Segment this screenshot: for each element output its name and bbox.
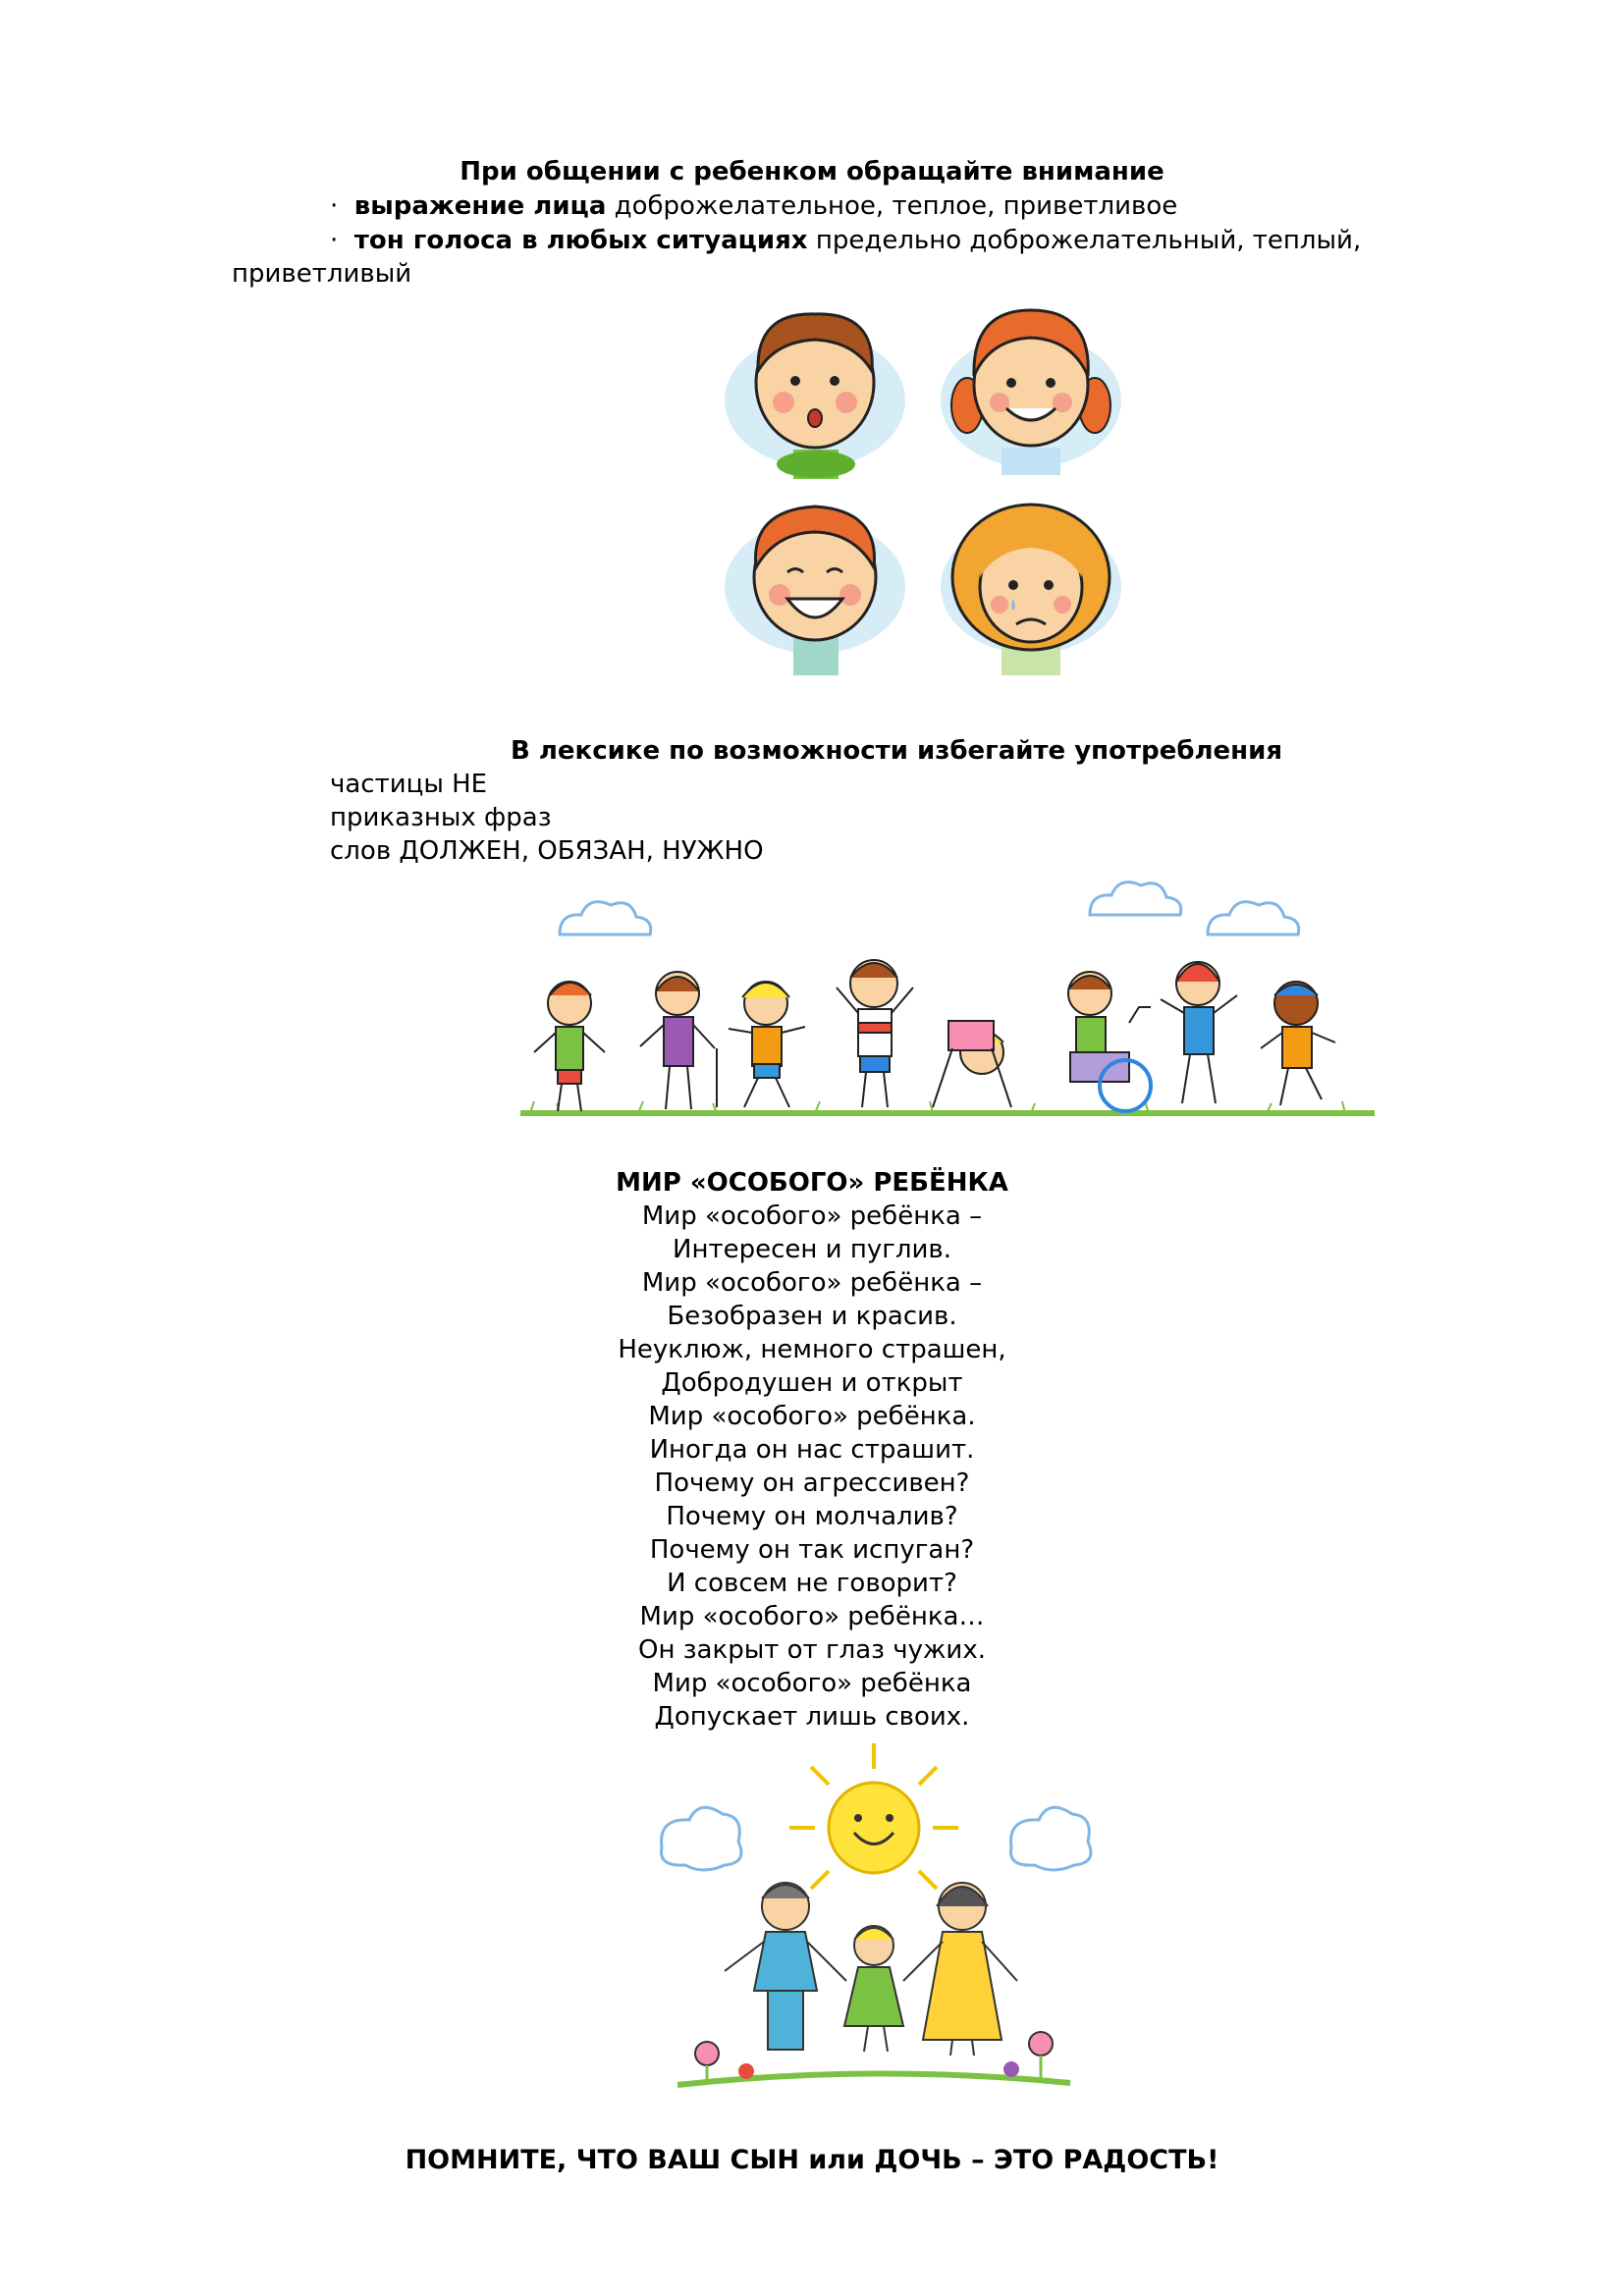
poem-line: Почему он агрессивен? <box>654 1468 970 1498</box>
family-sun-illustration <box>648 1739 1100 2112</box>
bullet-2-continuation: приветливый <box>232 259 412 289</box>
poem-line: Интересен и пуглив. <box>673 1235 951 1264</box>
bullet-1-text: доброжелательное, теплое, приветливое <box>606 191 1178 221</box>
family-figures <box>725 1883 1017 2056</box>
poem-title: МИР «ОСОБОГО» РЕБЁНКА <box>616 1168 1008 1198</box>
children-row-illustration <box>520 856 1375 1126</box>
poem-line: Мир «особого» ребёнка. <box>648 1402 976 1431</box>
poem-line: Он закрыт от глаз чужих. <box>638 1635 986 1665</box>
bullet-2-text: предельно доброжелательный, теплый, <box>807 226 1362 255</box>
section1-title: При общении с ребенком обращайте внимание <box>460 157 1164 187</box>
bullet-marker: · <box>330 226 339 255</box>
avoid-item-3: слов ДОЛЖЕН, ОБЯЗАН, НУЖНО <box>330 836 764 866</box>
bullet-marker: · <box>330 191 339 221</box>
closing-message: ПОМНИТЕ, ЧТО ВАШ СЫН или ДОЧЬ – ЭТО РАДОСТЬ! <box>405 2145 1219 2175</box>
poem-line: Неуклюж, немного страшен, <box>618 1335 1006 1364</box>
bullet-1 <box>330 189 1177 223</box>
poem-body <box>0 1200 1624 1734</box>
poem-line: Почему он молчалив? <box>666 1502 958 1531</box>
avoid-item-1: частицы НЕ <box>330 770 488 799</box>
child-figures <box>534 960 1335 1111</box>
poem-line: Мир «особого» ребёнка – <box>641 1201 983 1231</box>
poem-line: Иногда он нас страшит. <box>649 1435 975 1465</box>
poem-line: Допускает лишь своих. <box>654 1702 970 1732</box>
section2-title: В лексике по возможности избегайте употребления <box>511 736 1283 766</box>
sad-girl-face <box>941 505 1121 675</box>
bullet-1-bold: выражение лица <box>353 191 607 221</box>
cloud-icon <box>560 882 1299 934</box>
poem-line: Безобразен и красив. <box>667 1302 957 1331</box>
sun-icon <box>789 1743 958 1889</box>
faces-illustration <box>707 293 1139 685</box>
smiling-girl-face <box>941 310 1121 475</box>
bullet-2-bold: тон голоса в любых ситуациях <box>353 226 808 255</box>
poem-line: И совсем не говорит? <box>667 1569 957 1598</box>
poem-line: Мир «особого» ребёнка – <box>641 1268 983 1298</box>
worried-boy-face <box>725 314 905 479</box>
poem-line: Мир «особого» ребёнка… <box>639 1602 985 1631</box>
poem-line: Почему он так испуган? <box>649 1535 975 1565</box>
poem-line: Мир «особого» ребёнка <box>652 1669 972 1698</box>
happy-boy-face <box>725 507 905 675</box>
bullet-2 <box>330 224 1361 257</box>
avoid-item-2: приказных фраз <box>330 803 552 832</box>
poem-line: Добродушен и открыт <box>661 1368 963 1398</box>
